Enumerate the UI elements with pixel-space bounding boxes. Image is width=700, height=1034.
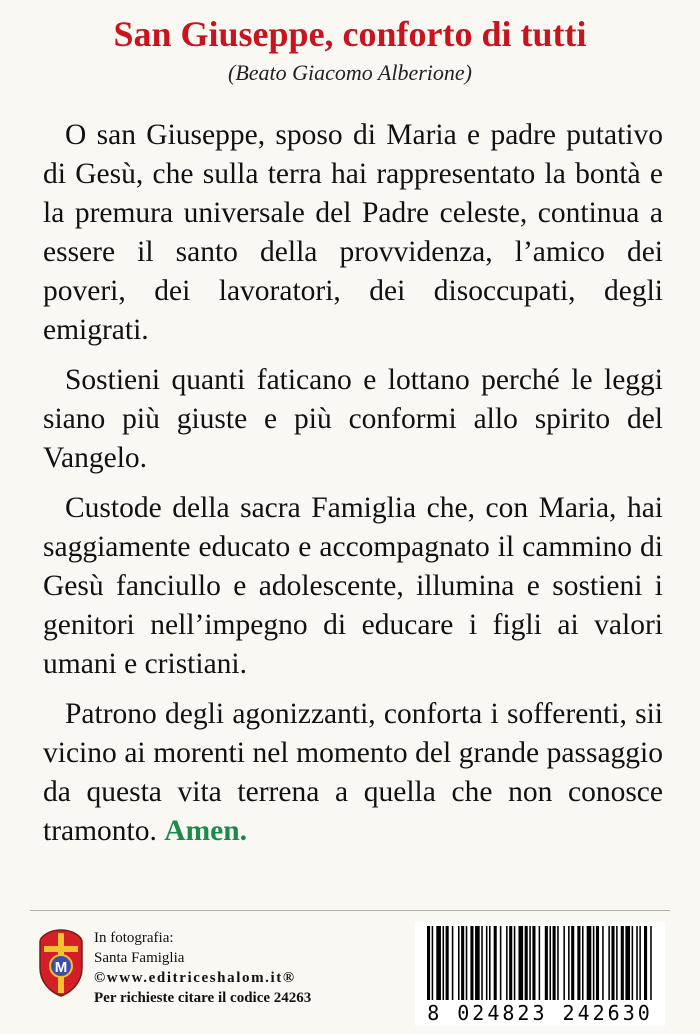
barcode-bar: [518, 926, 523, 1000]
shalom-shield-logo-icon: [38, 928, 84, 998]
barcode-bar: [539, 926, 541, 1000]
photo-label: In fotografia:: [94, 930, 174, 946]
barcode-bar: [545, 926, 548, 1000]
barcode-bar: [452, 926, 454, 1000]
barcode-bar: [608, 926, 610, 1000]
amen-text: Amen.: [164, 815, 248, 847]
barcode-bar: [611, 926, 614, 1000]
barcode-bar: [509, 926, 512, 1000]
barcode-bar: [577, 926, 580, 1000]
barcode-bars: [415, 922, 665, 1002]
prayer-paragraph-2: Sostieni quanti faticano e lottano perché le leggi siano più giuste e più conformi allo spirito del Vangelo.: [43, 364, 663, 474]
order-code-note: Per richieste citare il codice 24263: [94, 990, 312, 1006]
barcode-bar: [557, 926, 559, 1000]
barcode-bar: [632, 926, 634, 1000]
barcode-bar: [549, 926, 551, 1000]
barcode-bar: [494, 926, 497, 1000]
barcode-bar: [443, 926, 445, 1000]
barcode-bar: [625, 926, 630, 1000]
barcode-bar: [486, 926, 488, 1000]
barcode-bar: [553, 926, 556, 1000]
barcode-bar: [650, 926, 652, 1000]
barcode-bar: [432, 926, 434, 1000]
prayer-paragraph-3: Custode della sacra Famiglia che, con Maria, hai saggiamente educato e accompagnato il cammino di Gesù fanciullo e adolescente, illumina e sostieni i genitori nell’impegno di educare i figli ai valori umani e cristiani.: [43, 492, 663, 680]
prayer-title: San Giuseppe, conforto di tutti: [113, 14, 587, 54]
barcode-bar: [481, 926, 483, 1000]
barcode-bar: [525, 926, 528, 1000]
barcode-bar: [621, 926, 624, 1000]
barcode-bar: [475, 926, 480, 1000]
prayer-body: [43, 116, 663, 862]
barcode: [415, 922, 665, 1026]
barcode-bar: [461, 926, 464, 1000]
barcode-bar: [602, 926, 604, 1000]
barcode-bar: [466, 926, 468, 1000]
barcode-bar: [446, 926, 449, 1000]
barcode-bar: [500, 926, 502, 1000]
barcode-bar: [587, 926, 592, 1000]
barcode-bar: [639, 926, 641, 1000]
barcode-bar: [529, 926, 531, 1000]
barcode-bar: [636, 926, 638, 1000]
svg-text:M: M: [54, 959, 68, 976]
barcode-bar: [427, 926, 430, 1000]
barcode-bar: [489, 926, 491, 1000]
barcode-bar: [582, 926, 584, 1000]
barcode-bar: [532, 926, 535, 1000]
prayer-paragraph-4-text: Patrono degli agonizzanti, conforta i sofferenti, sii vicino ai morenti nel momento del grande passaggio da questa vita terrena a quella che non conosce tramonto.: [43, 698, 663, 847]
photo-subject: Santa Famiglia: [94, 950, 185, 966]
barcode-bar: [571, 926, 574, 1000]
prayer-author: (Beato Giacomo Alberione): [228, 60, 472, 85]
prayer-paragraph-1: O san Giuseppe, sposo di Maria e padre putativo di Gesù, che sulla terra hai rappresentato la bontà e la premura universale del Padre celeste, continua a essere il santo della provvidenza, l’amico dei poveri, dei lavoratori, dei disoccupati, degli emigrati.: [43, 119, 663, 346]
barcode-bar: [563, 926, 565, 1000]
barcode-bar: [616, 926, 618, 1000]
barcode-bar: [514, 926, 516, 1000]
barcode-bar: [436, 926, 441, 1000]
prayer-paragraph-4: [43, 695, 663, 851]
barcode-bar: [593, 926, 595, 1000]
footer-credits: [94, 928, 394, 1008]
barcode-bar: [596, 926, 599, 1000]
barcode-number: 8 024823 242630: [427, 1001, 653, 1025]
footer-divider: [30, 910, 670, 911]
website-link[interactable]: ©www.editriceshalom.it®: [94, 970, 296, 986]
barcode-bar: [506, 926, 508, 1000]
barcode-bar: [644, 926, 647, 1000]
barcode-bar: [568, 926, 570, 1000]
barcode-bar: [470, 926, 473, 1000]
barcode-bar: [458, 926, 460, 1000]
